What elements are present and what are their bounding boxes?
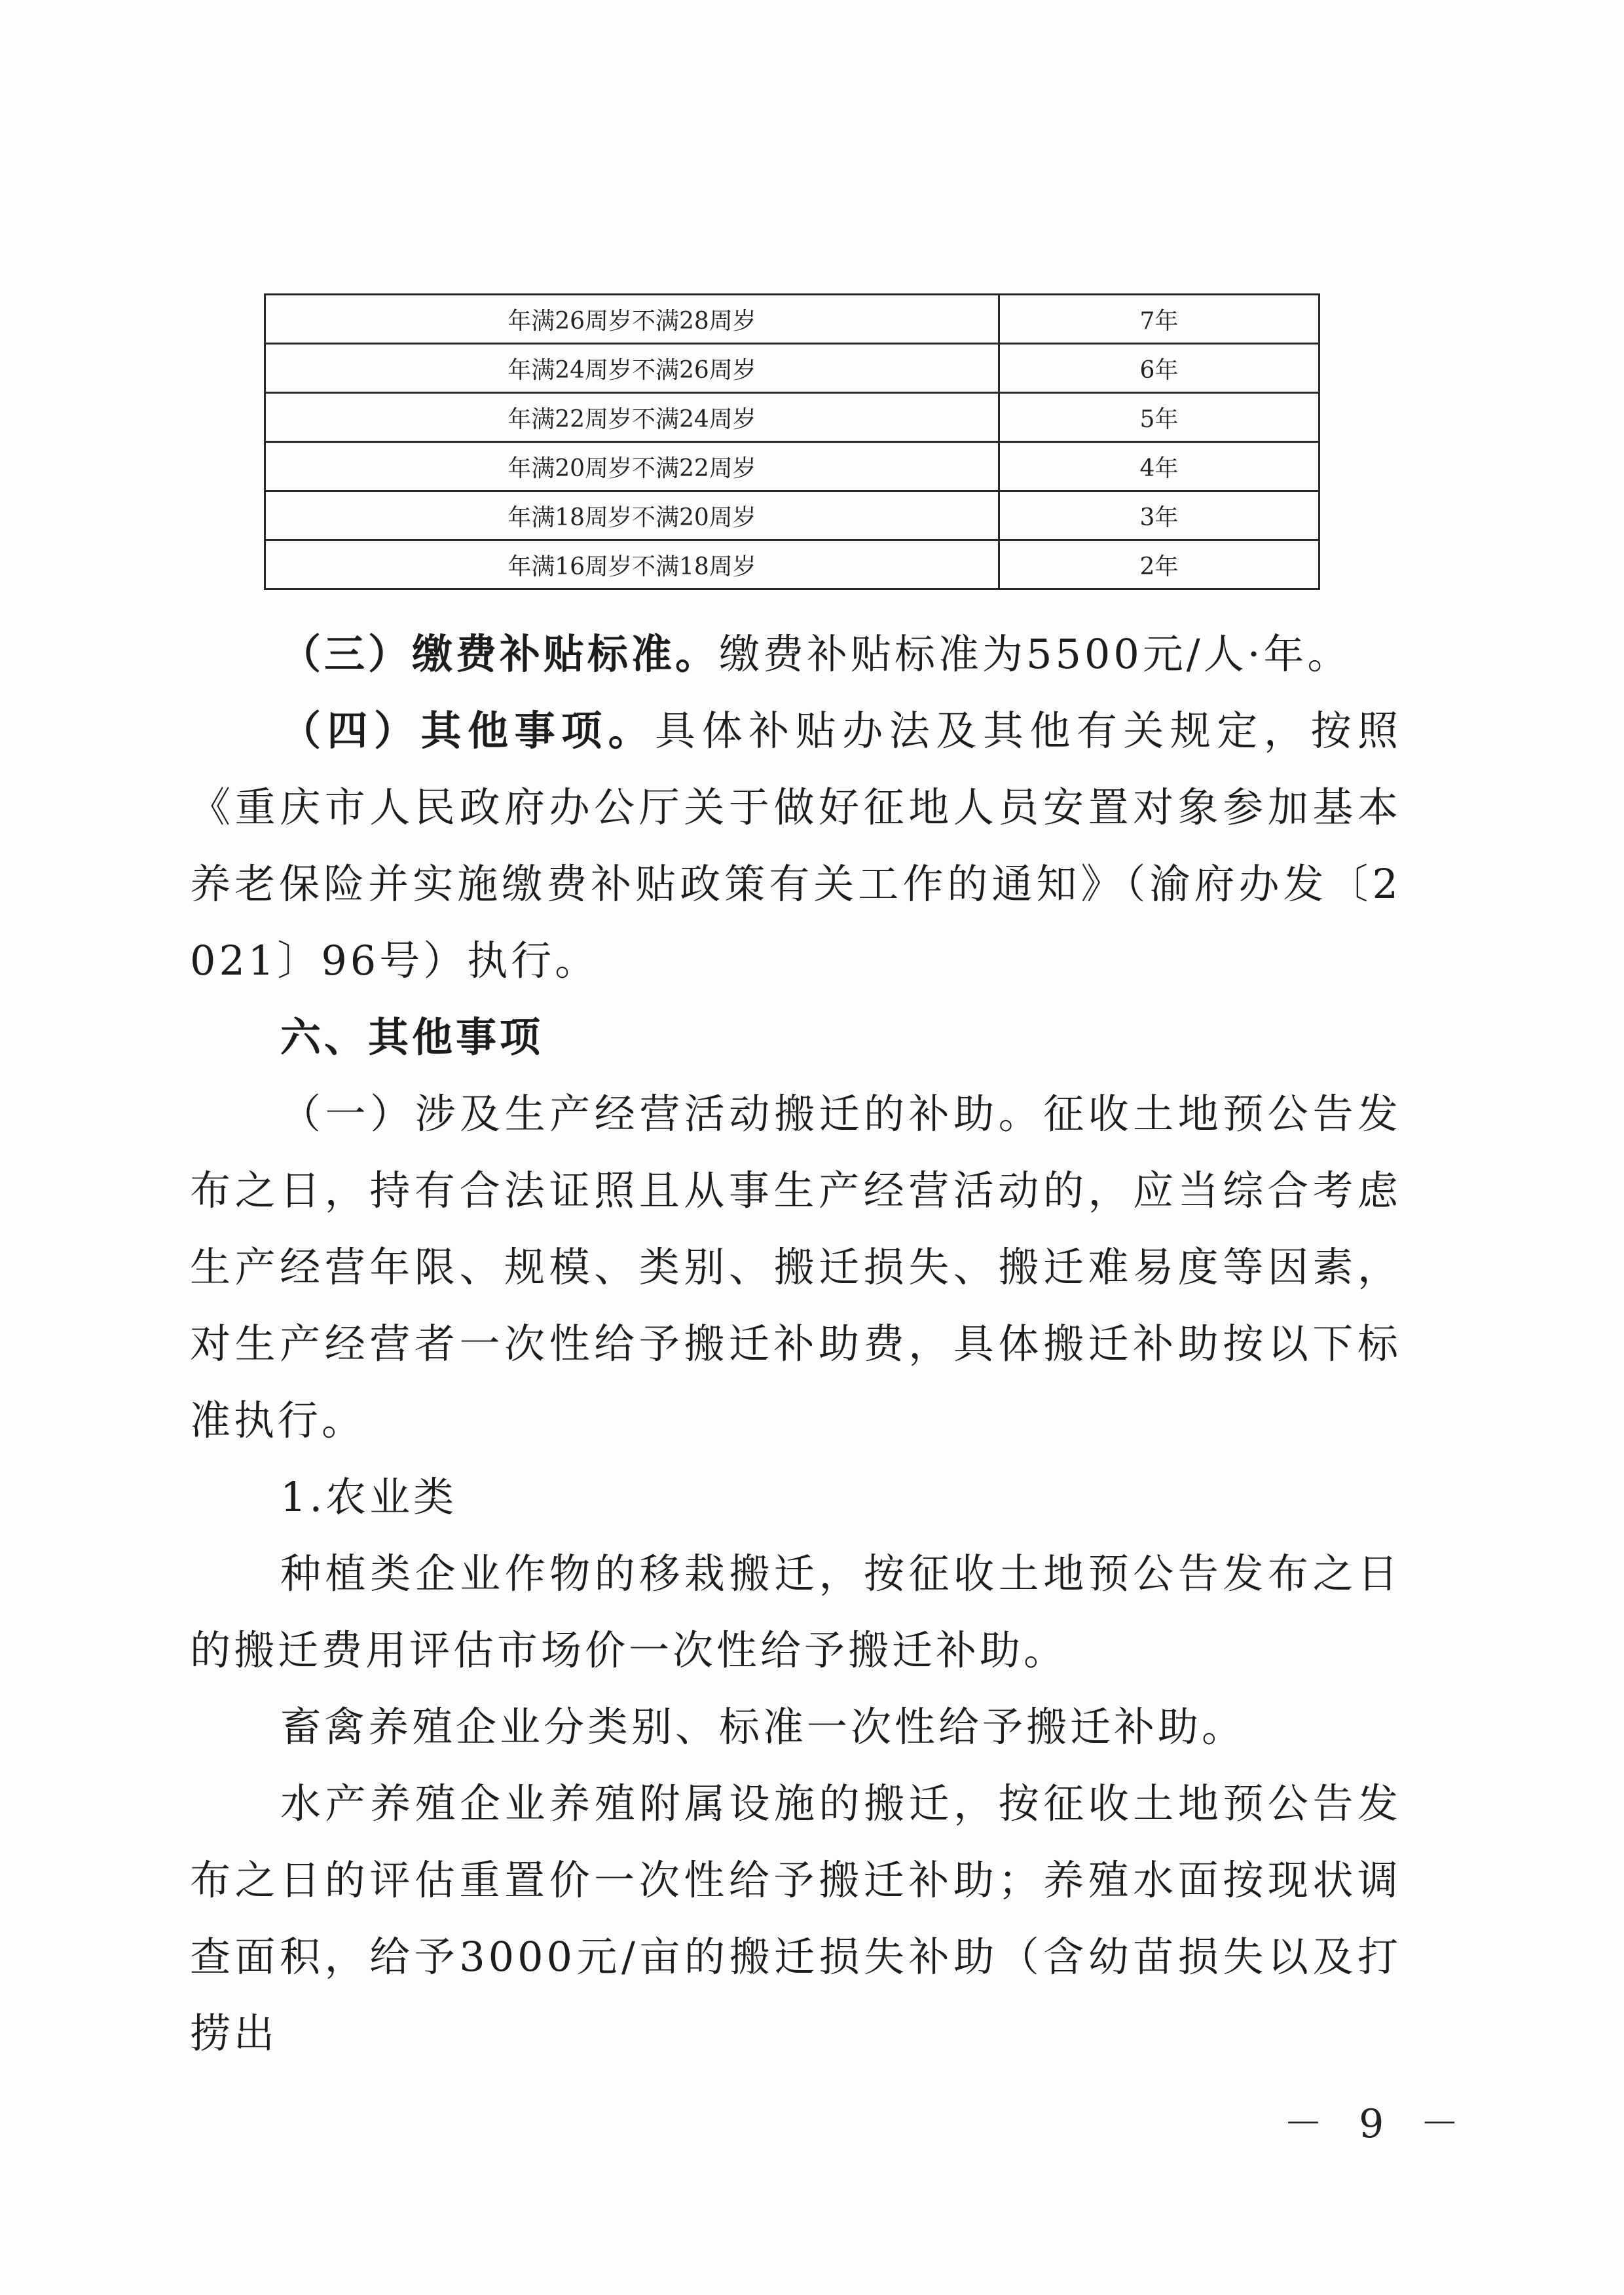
paragraph-text: （一）涉及生产经营活动搬迁的补助。征收土地预公告发布之日，持有合法证照且从事生产经营活动的，应当综合考虑生产经营年限、规模、类别、搬迁损失、搬迁难易度等因素，对生产经营者一次性给予搬迁补助费，具体搬迁补助按以下标准执行。 — [190, 1090, 1401, 1444]
age-range-cell: 年满26周岁不满28周岁 — [265, 295, 999, 344]
age-range-cell: 年满18周岁不满20周岁 — [265, 491, 999, 540]
years-cell: 2年 — [999, 540, 1320, 589]
paragraph-relocation-subsidy — [190, 1075, 1401, 1459]
paragraph-aquaculture — [190, 1765, 1401, 2072]
paragraph-livestock — [190, 1689, 1401, 1765]
table-row — [265, 491, 1320, 540]
paragraph-text: 水产养殖企业养殖附属设施的搬迁，按征收土地预公告发布之日的评估重置价一次性给予搬迁补助；养殖水面按现状调查面积，给予3000元/亩的搬迁损失补助（含幼苗损失以及打捞出 — [190, 1780, 1401, 2057]
paragraph-text: 1.农业类 — [280, 1473, 458, 1521]
paragraph-text: 种植类企业作物的移栽搬迁，按征收土地预公告发布之日的搬迁费用评估市场价一次性给予搬迁补助。 — [190, 1550, 1401, 1674]
age-range-cell: 年满24周岁不满26周岁 — [265, 344, 999, 393]
paragraph-other-matters-4 — [190, 692, 1401, 999]
paragraph-text: 具体补贴办法及其他有关规定，按照《重庆市人民政府办公厅关于做好征地人员安置对象参加基本养老保险并实施缴费补贴政策有关工作的通知》（渝府办发〔2021〕96号）执行。 — [190, 707, 1401, 984]
table-row — [265, 393, 1320, 442]
table-row — [265, 442, 1320, 491]
table-row — [265, 540, 1320, 589]
years-cell: 6年 — [999, 344, 1320, 393]
paragraph-heading: （四）其他事项。 — [280, 707, 655, 755]
age-range-cell: 年满20周岁不满22周岁 — [265, 442, 999, 491]
paragraph-contribution-subsidy — [190, 616, 1401, 692]
body-text — [190, 616, 1401, 2072]
table-row — [265, 295, 1320, 344]
paragraph-text: 缴费补贴标准为5500元/人·年。 — [719, 630, 1352, 678]
years-cell: 4年 — [999, 442, 1320, 491]
years-cell: 7年 — [999, 295, 1320, 344]
section-heading-6 — [190, 999, 1401, 1075]
table-row — [265, 344, 1320, 393]
age-range-cell: 年满16周岁不满18周岁 — [265, 540, 999, 589]
paragraph-text: 畜禽养殖企业分类别、标准一次性给予搬迁补助。 — [280, 1703, 1246, 1751]
paragraph-planting — [190, 1535, 1401, 1689]
paragraph-heading: （三）缴费补贴标准。 — [280, 630, 720, 678]
years-cell: 3年 — [999, 491, 1320, 540]
age-years-table — [264, 293, 1320, 590]
subheading-agriculture — [190, 1459, 1401, 1535]
section-heading: 六、其他事项 — [280, 1013, 544, 1061]
years-cell: 5年 — [999, 393, 1320, 442]
page-number: － 9 － — [1283, 2101, 1471, 2147]
age-range-cell: 年满22周岁不满24周岁 — [265, 393, 999, 442]
